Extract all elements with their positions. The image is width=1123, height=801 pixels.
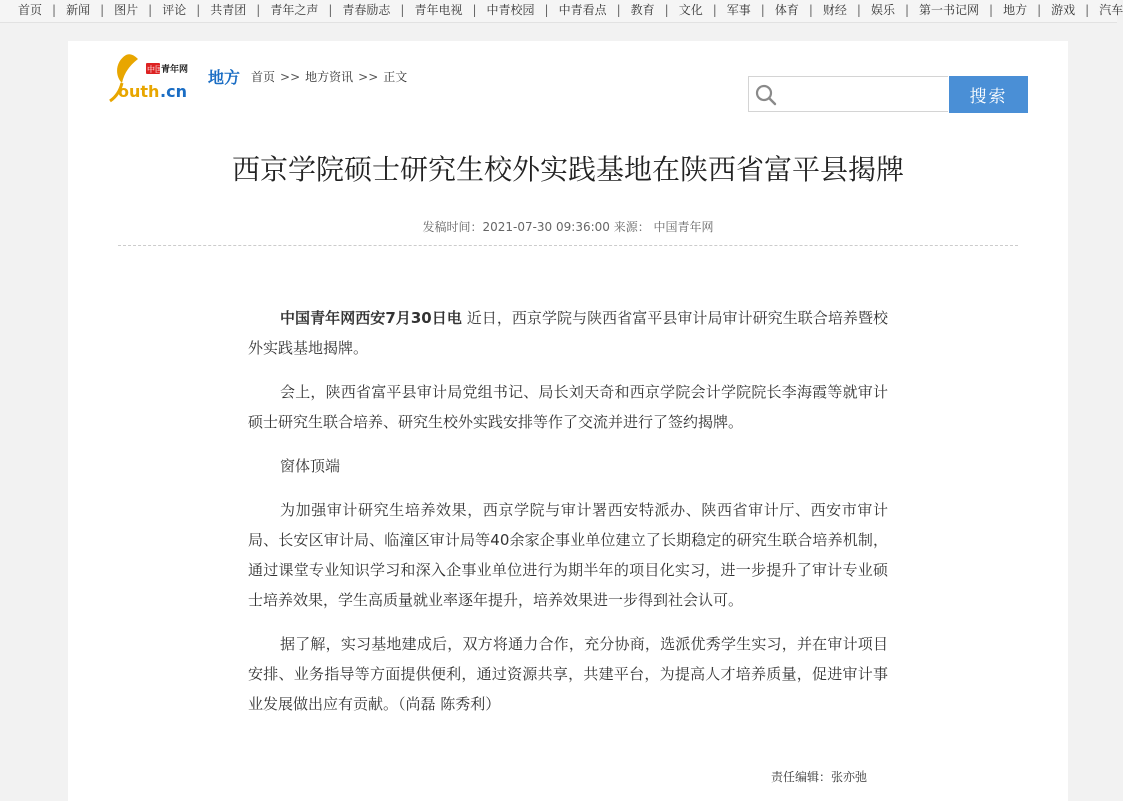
youth-cn-logo[interactable] <box>108 51 203 103</box>
article-body <box>248 303 888 733</box>
nav-item[interactable]: 财经 <box>822 3 847 17</box>
nav-item[interactable]: 教育 <box>630 3 655 17</box>
breadcrumb-arrow: >> <box>358 70 379 84</box>
svg-text:.cn: .cn <box>160 82 187 101</box>
nav-separator: | <box>1085 3 1090 17</box>
section-name[interactable]: 地方 <box>208 68 241 87</box>
nav-item[interactable]: 中青看点 <box>558 3 607 17</box>
nav-item[interactable]: 军事 <box>726 3 751 17</box>
nav-separator: | <box>664 3 669 17</box>
nav-separator: | <box>544 3 549 17</box>
nav-item[interactable]: 评论 <box>162 3 187 17</box>
nav-separator: | <box>760 3 765 17</box>
breadcrumb <box>251 68 407 85</box>
paragraph-text: 近日，西京学院与陕西省富平县审计局审计研究生联合培养暨校外实践基地揭牌。 <box>248 309 888 357</box>
nav-item[interactable]: 新闻 <box>66 3 91 17</box>
nav-separator: | <box>328 3 333 17</box>
nav-item[interactable]: 娱乐 <box>870 3 895 17</box>
nav-item[interactable]: 第一书记网 <box>919 3 980 17</box>
nav-item[interactable]: 中青校园 <box>486 3 535 17</box>
breadcrumb-local-news[interactable]: 地方资讯 <box>305 70 354 84</box>
search-icon <box>755 84 777 106</box>
nav-item[interactable]: 文化 <box>678 3 703 17</box>
nav-item[interactable]: 首页 <box>18 3 43 17</box>
nav-separator: | <box>989 3 994 17</box>
breadcrumb-article: 正文 <box>383 70 408 84</box>
divider <box>118 245 1018 246</box>
svg-text:outh: outh <box>118 82 160 101</box>
nav-item[interactable]: 图片 <box>114 3 139 17</box>
nav-item[interactable]: 游戏 <box>1051 3 1076 17</box>
nav-item[interactable]: 青年之声 <box>270 3 319 17</box>
search-input[interactable] <box>783 81 947 109</box>
breadcrumb-arrow: >> <box>280 70 301 84</box>
nav-separator: | <box>856 3 861 17</box>
article-meta: 发稿时间：2021-07-30 09:36:00 来源： 中国青年网 <box>422 220 714 234</box>
article-paragraph: 为加强审计研究生培养效果，西京学院与审计署西安特派办、陕西省审计厅、西安市审计局、长安区审计局、临潼区审计局等40余家企事业单位建立了长期稳定的研究生联合培养机制，通过课堂专业知识学习和深入企事业单位进行为期半年的项目化实习，进一步提升了审计专业硕士培养效果，学生高质量就业率逐年提升，培养效果进一步得到社会认可。 <box>248 501 888 609</box>
nav-item[interactable]: 青年电视 <box>414 3 463 17</box>
nav-item[interactable]: 共青团 <box>210 3 247 17</box>
nav-separator: | <box>1037 3 1042 17</box>
breadcrumb-home[interactable]: 首页 <box>251 70 276 84</box>
search-box <box>748 76 948 112</box>
nav-item[interactable]: 汽车 <box>1099 3 1123 17</box>
nav-separator: | <box>256 3 261 17</box>
article-paragraph <box>248 303 888 363</box>
nav-separator: | <box>100 3 105 17</box>
nav-separator: | <box>472 3 477 17</box>
nav-item[interactable]: 青春励志 <box>342 3 391 17</box>
main-panel <box>68 41 1068 801</box>
article-title: 西京学院硕士研究生校外实践基地在陕西省富平县揭牌 <box>231 153 904 186</box>
responsible-editor: 责任编辑：张亦弛 <box>771 770 868 784</box>
nav-item[interactable]: 地方 <box>1003 3 1028 17</box>
article-paragraph: 据了解，实习基地建成后，双方将通力合作，充分协商，选派优秀学生实习，并在审计项目安排、业务指导等方面提供便利，通过资源共享，共建平台，为提高人才培养质量，促进审计事业发展做出应有贡献。（尚磊 陈秀利） <box>248 635 888 713</box>
nav-item[interactable]: 体育 <box>774 3 799 17</box>
nav-separator: | <box>904 3 909 17</box>
article-paragraph: 窗体顶端 <box>280 457 341 475</box>
nav-separator: | <box>712 3 717 17</box>
nav-separator: | <box>148 3 153 17</box>
nav-separator: | <box>400 3 405 17</box>
nav-separator: | <box>616 3 621 17</box>
logo-china-text: 中国 <box>147 65 163 74</box>
nav-separator: | <box>808 3 813 17</box>
svg-text:青年网: 青年网 <box>161 65 189 75</box>
nav-separator: | <box>52 3 57 17</box>
article-paragraph: 会上，陕西省富平县审计局党组书记、局长刘天奇和西京学院会计学院院长李海霞等就审计硕士研究生联合培养、研究生校外实践安排等作了交流并进行了签约揭牌。 <box>248 383 888 431</box>
article-lead: 中国青年网西安7月30日电 <box>280 309 462 327</box>
search-button[interactable]: 搜索 <box>949 76 1028 113</box>
nav-separator: | <box>196 3 201 17</box>
top-nav-bar <box>0 0 1123 23</box>
